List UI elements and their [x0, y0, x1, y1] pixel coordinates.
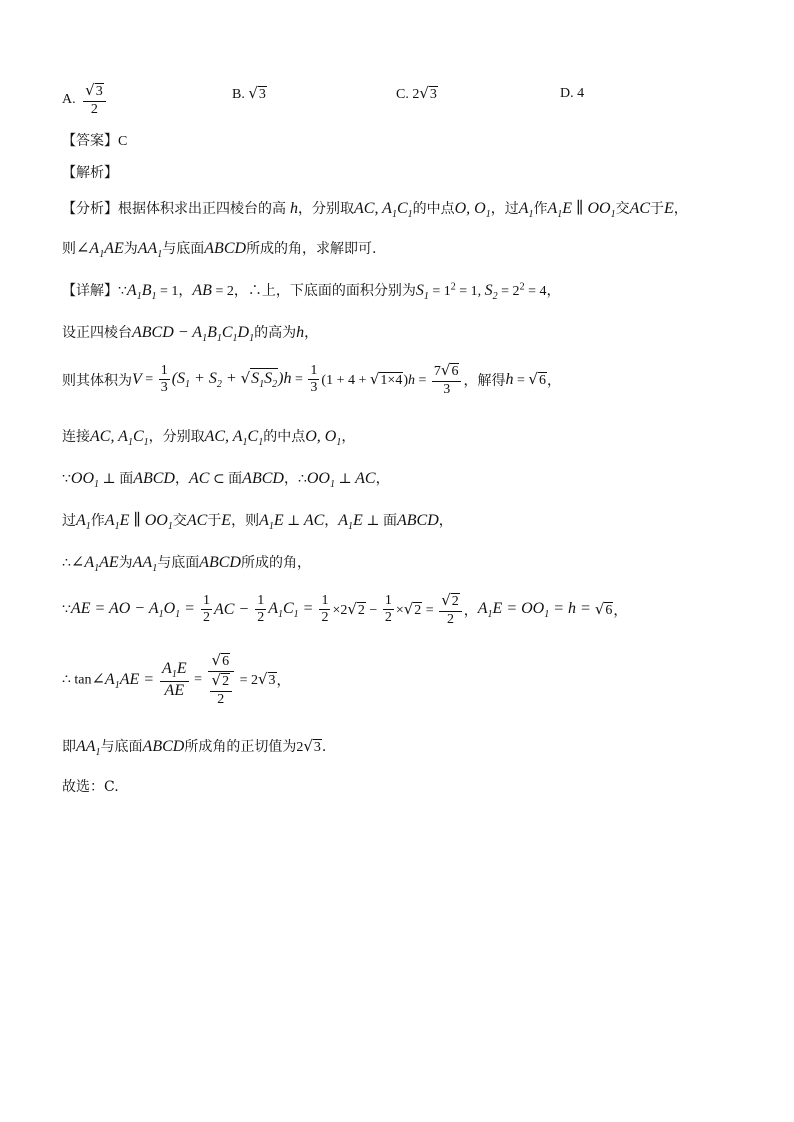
option-a-denominator: 2 [90, 101, 98, 117]
option-a-radicand: 3 [95, 84, 103, 99]
step-line-4: 连接AC, $A_1C_1$，分别取AC, $A_1C_1$的中点O, $O_1$， [62, 428, 356, 449]
step-line-8: ∵AE = AO − $A_1O_1$ = $\frac{1}{2}$ AC − $\frac{1}{2}$ $A_1C_1$ = $\frac{1}{2}$ ×2√2 − $\frac{1}{2}$ ×√2 = $\frac{√2}{2}$ ，$A_1E = OO_1 = h = √6$， [62, 591, 628, 627]
option-b: B. √3 [232, 84, 266, 102]
final-choice: 故选：C. [62, 779, 119, 795]
option-d-label: D. [560, 86, 574, 101]
answer-line [62, 130, 127, 150]
step-line-10: 即$AA_1$与底面ABCD所成角的正切值为2√3. [62, 737, 327, 759]
option-a-fraction: $\frac{√3}{2}$ [83, 82, 106, 118]
step-line-2: 设正四棱台ABCD − $A_1B_1C_1D_1$的高为h， [62, 324, 319, 345]
step-line-9-tan: ∴ $\tan\angle A_1AE$ = $\frac{A_1E}{AE}$ = $\frac{√6}{\frac{√2}{2}}$ = 2√3， [62, 651, 291, 707]
option-b-radicand: 3 [258, 87, 266, 102]
answer-bracket: 【答案】 [62, 133, 118, 149]
fenxi-line-2: 则$\angle A_1AE$为$AA_1$与底面ABCD所成的角，求解即可. [62, 240, 377, 261]
option-d-value: 4 [577, 86, 585, 101]
option-c-label: C. [396, 87, 409, 102]
step-line-5: $\because OO_1$ ⊥ 面ABCD，AC ⊂ 面ABCD，$\therefore OO_1$ ⊥ AC， [62, 470, 390, 491]
option-c: C. 2√3 [396, 84, 437, 102]
option-c-radicand: 3 [429, 87, 437, 102]
step-line-6: 过$A_1$作$A_1E$ ∥ $OO_1$交AC于E，则$A_1E$ ⊥ AC，$A_1E$ ⊥ 面ABCD， [62, 512, 453, 533]
option-a-label: A. [62, 92, 76, 108]
step-line-7: $\therefore\angle A_1AE$为$AA_1$与底面ABCD所成的角， [62, 554, 311, 575]
option-d [560, 86, 584, 102]
fenxi-line-1: 【分析】根据体积求出正四棱台的高 h，分别取AC, $A_1C_1$的中点O, $O_1$，过$A_1$作$A_1E$ ∥ $OO_1$交AC于E， [62, 200, 688, 221]
answer-value: C [118, 134, 128, 149]
step-line-3-volume: 则其体积为V = $\frac{1}{3}$ $(S_1 + S_2 + √S_1S_2)h$ = $\frac{1}{3}$ (1 + 4 + √1×4)h = $\frac{7√6}{3}$ ，解得h = √6， [62, 361, 561, 397]
analysis-title: 【解析】 [62, 165, 118, 181]
option-a [62, 82, 108, 118]
option-c-coef: 2 [412, 87, 420, 102]
option-b-label: B. [232, 87, 245, 102]
xiangjie-line: 【详解】$\because A_1B_1 = 1$，AB = 2，∴上，下底面的面积分别为$S_1 = 1^2 = 1$, $S_2 = 2^2 = 4$， [62, 281, 561, 303]
